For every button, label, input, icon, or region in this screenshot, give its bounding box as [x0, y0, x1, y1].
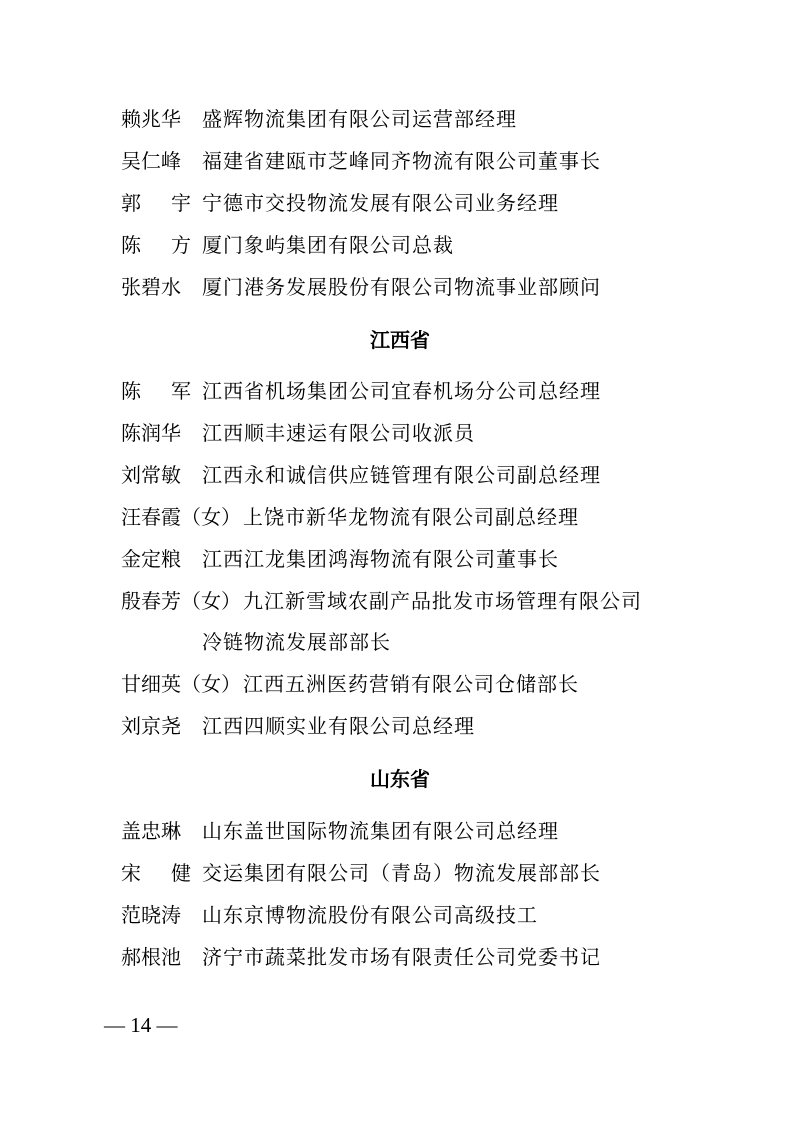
list-item [0, 942, 800, 972]
list-item [0, 669, 800, 699]
person-position: 江西顺丰速运有限公司收派员 [202, 421, 475, 445]
section-heading-jiangxi: 江西省 [370, 328, 430, 352]
person-name: 刘常敏 [121, 463, 181, 487]
person-name: 陈润华 [121, 421, 181, 445]
section-heading-shandong: 山东省 [370, 767, 430, 791]
person-position: 江西四顺实业有限公司总经理 [202, 714, 475, 738]
list-item [0, 460, 800, 490]
list-item [0, 711, 800, 741]
person-name: 吴仁峰 [121, 149, 181, 173]
list-item [0, 502, 800, 532]
person-position: 上饶市新华龙物流有限公司副总经理 [243, 505, 579, 529]
list-item [0, 272, 800, 302]
person-name: 范晓涛 [121, 903, 181, 927]
person-name: 盖忠琳 [121, 819, 181, 843]
person-name: 赖兆华 [121, 107, 181, 131]
person-name: 殷春芳（女） [121, 589, 241, 613]
person-name: 陈军 [121, 379, 191, 403]
list-item [0, 586, 800, 616]
person-position: 江西省机场集团公司宜春机场分公司总经理 [202, 379, 601, 403]
person-position: 山东京博物流股份有限公司高级技工 [202, 903, 538, 927]
person-position-continuation: 冷链物流发展部部长 [202, 630, 391, 654]
person-position: 厦门象屿集团有限公司总裁 [202, 233, 454, 257]
person-name: 郝根池 [121, 945, 181, 969]
person-position: 济宁市蔬菜批发市场有限责任公司党委书记 [202, 945, 601, 969]
list-item [0, 376, 800, 406]
person-name: 刘京尧 [121, 714, 181, 738]
person-position: 江西五洲医药营销有限公司仓储部长 [243, 672, 579, 696]
person-name: 郭宇 [121, 191, 191, 215]
list-item [0, 544, 800, 574]
person-name: 宋健 [121, 861, 191, 885]
list-item-continuation [0, 627, 800, 657]
person-name: 金定粮 [121, 547, 181, 571]
person-position: 九江新雪域农副产品批发市场管理有限公司 [243, 589, 642, 613]
person-position: 宁德市交投物流发展有限公司业务经理 [202, 191, 559, 215]
person-position: 山东盖世国际物流集团有限公司总经理 [202, 819, 559, 843]
person-name: 张碧水 [121, 275, 181, 299]
list-item [0, 104, 800, 134]
person-name: 汪春霞（女） [121, 505, 241, 529]
list-item [0, 858, 800, 888]
person-position: 福建省建瓯市芝峰同齐物流有限公司董事长 [202, 149, 601, 173]
page-number: — 14 — [104, 1013, 178, 1037]
list-item [0, 816, 800, 846]
person-name: 陈方 [121, 233, 191, 257]
list-item [0, 188, 800, 218]
person-position: 江西永和诚信供应链管理有限公司副总经理 [202, 463, 601, 487]
person-position: 江西江龙集团鸿海物流有限公司董事长 [202, 547, 559, 571]
person-position: 厦门港务发展股份有限公司物流事业部顾问 [202, 275, 601, 299]
list-item [0, 900, 800, 930]
person-name: 甘细英（女） [121, 672, 241, 696]
list-item [0, 418, 800, 448]
list-item [0, 146, 800, 176]
person-position: 交运集团有限公司（青岛）物流发展部部长 [202, 861, 601, 885]
person-position: 盛辉物流集团有限公司运营部经理 [202, 107, 517, 131]
list-item [0, 230, 800, 260]
